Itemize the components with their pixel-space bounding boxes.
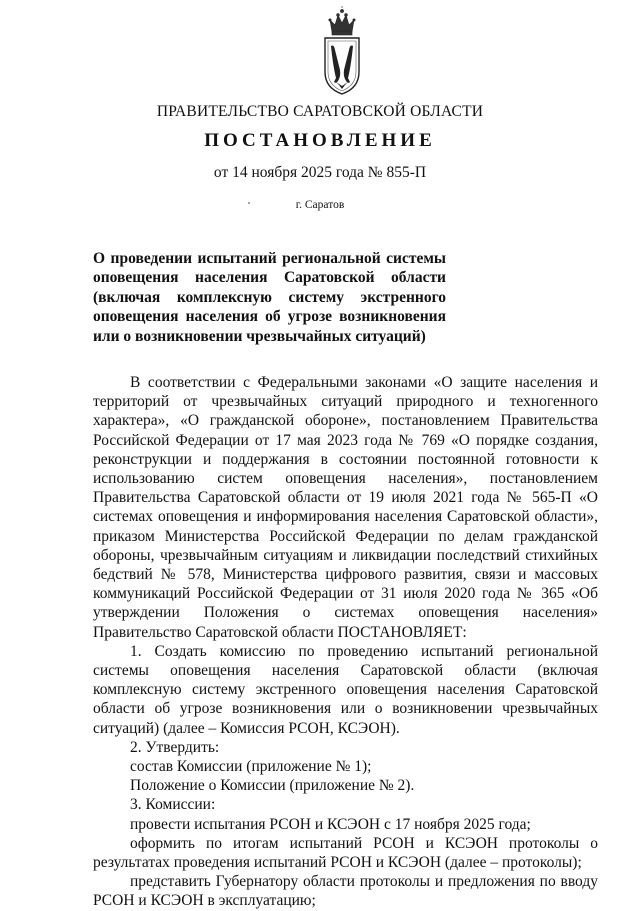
subject-line: оповещения населения об угрозе возникновения — [93, 308, 446, 326]
document-subject — [93, 249, 446, 346]
item-3c-paragraph: представить Губернатору области протоколы и предложения по вводу РСОН и КСЭОН в эксплуатацию; — [93, 873, 598, 910]
item-3b-paragraph: оформить по итогам испытаний РСОН и КСЭОН протоколы о результатах проведения испытаний РСОН и КСЭОН (далее – протоколы); — [93, 834, 598, 872]
preamble-paragraph: В соответствии с Федеральными законами «О защите населения и территорий от чрезвычайных ситуаций природного и техногенного характера», «О гражданской обороне», постановлением Правительства Российской Федерации от 17 мая 2023 года № 769 «О порядке создания, реконструкции и поддержания в состоянии постоянной готовности к использованию систем оповещения населения», постановлением Правительства Саратовской области от 19 июля 2021 года № 565-П «О системах оповещения и информирования населения Саратовской области», приказом Министерства Российской Федерации по делам гражданской обороны, чрезвычайным ситуациям и ликвидации последствий стихийных бедствий № 578, Министерства цифрового развития, связи и массовых коммуникаций Российской Федерации от 31 июля 2020 года № 365 «Об утверждении Положения о системах оповещения населения» Правительство Саратовской области ПОСТАНОВЛЯЕТ: — [93, 374, 598, 641]
government-name: ПРАВИТЕЛЬСТВО САРАТОВСКОЙ ОБЛАСТИ — [156, 103, 484, 120]
document-city: г. Саратов — [295, 199, 345, 211]
subject-line: оповещения населения Саратовской области — [93, 269, 446, 287]
document-date-number: от 14 ноября 2025 года № 855-П — [213, 164, 427, 181]
item-2-paragraph: 2. Утвердить: — [130, 738, 220, 756]
document-type-title: ПОСТАНОВЛЕНИЕ — [204, 130, 436, 151]
item-2b-paragraph: Положение о Комиссии (приложение № 2). — [130, 777, 415, 795]
subject-line: О проведении испытаний региональной системы — [93, 250, 446, 267]
subject-line: (включая комплексную систему экстренного — [93, 288, 446, 306]
item-1-paragraph: 1. Создать комиссию по проведению испытаний региональной системы оповещения населения Саратовской области (включая комплексную систему экстренного оповещения населения Саратовской области об угрозе возникновения или о возникновении чрезвычайных ситуаций) (далее – Комиссия РСОН, КСЭОН). — [93, 642, 598, 737]
item-3-paragraph: 3. Комиссии: — [130, 796, 216, 814]
saratov-coat-of-arms-icon — [318, 6, 366, 98]
item-3a-paragraph: провести испытания РСОН и КСЭОН с 17 ноября 2025 года; — [130, 815, 531, 833]
document-body — [93, 373, 598, 911]
item-2a-paragraph: состав Комиссии (приложение № 1); — [130, 758, 372, 776]
subject-line: или о возникновении чрезвычайных ситуаций) — [93, 327, 426, 345]
